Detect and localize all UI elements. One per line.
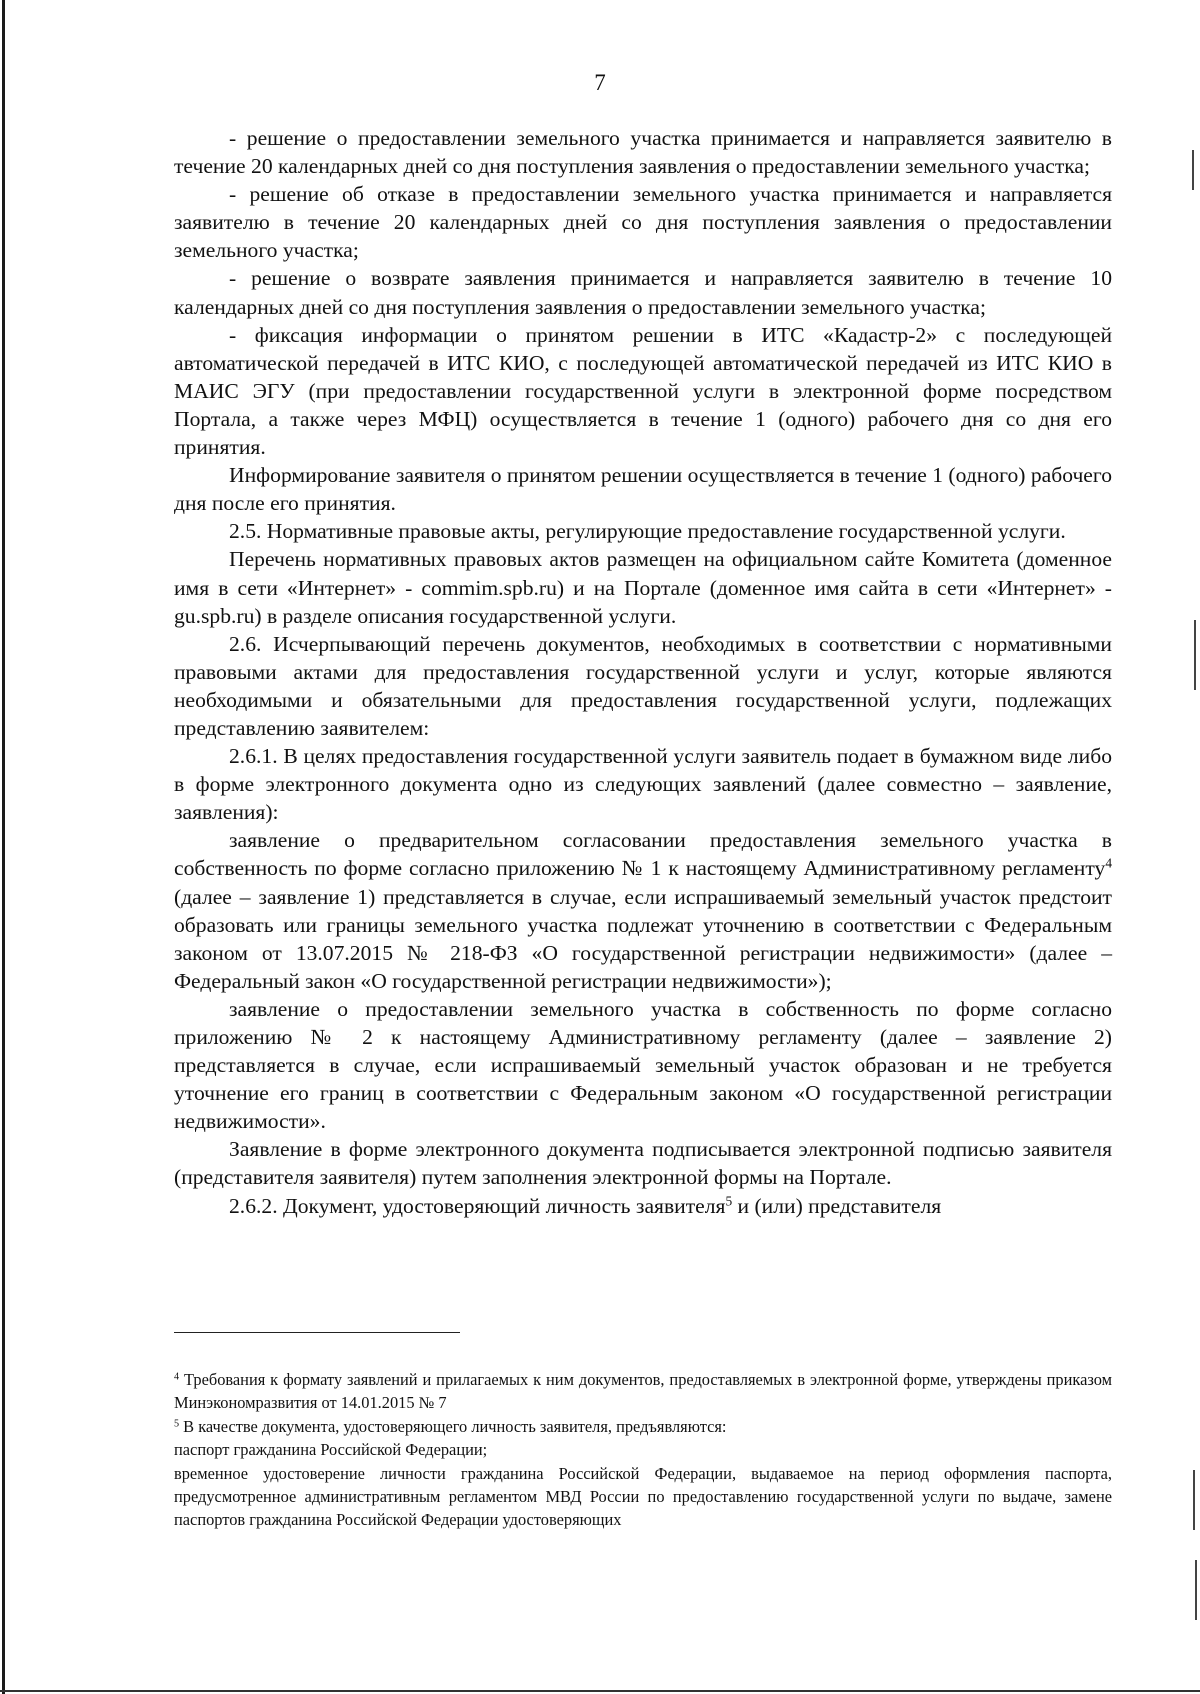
paragraph: Заявление в форме электронного документа подписывается электронной подписью заявителя (представителя заявителя) путем заполнения электронной формы на Портале. — [174, 1137, 1112, 1190]
paragraph: 2.6.1. В целях предоставления государственной услуги заявитель подает в бумажном виде либо в форме электронного документа одно из следующих заявлений (далее совместно – заявление, заявления): — [174, 744, 1112, 825]
paragraph: заявление о предоставлении земельного участка в собственность по форме согласно приложению № 2 к настоящему Административному регламенту (далее – заявление 2) представляется в случае, если испрашиваемый земельный участок образован и не требуется уточнение его границ в соответствии с Федеральным законом «О государственной регистрации недвижимости». — [174, 996, 1112, 1134]
footnote-line: паспорт гражданина Российской Федерации; — [174, 1440, 488, 1460]
footnote-mark-5: 5 — [174, 1418, 180, 1430]
paragraph-with-footnote-4 — [174, 826, 1112, 995]
paragraph: Информирование заявителя о принятом решении осуществляется в течение 1 (одного) рабочего дня после его принятия. — [174, 463, 1113, 516]
paragraph: Перечень нормативных правовых актов размещен на официальном сайте Комитета (доменное имя в сети «Интернет» - commim.spb.ru) и на Портале (доменное имя сайта в сети «Интернет» - gu.spb.ru) в разделе описания государственной услуги. — [174, 547, 1112, 628]
scan-bottom-edge — [0, 1690, 1200, 1692]
section-heading-2-5: 2.5. Нормативные правовые акты, регулирующие предоставление государственной услуги. — [229, 519, 1066, 544]
footnote-5 — [174, 1415, 1112, 1438]
paragraph: - фиксация информации о принятом решении в ИТС «Кадастр-2» с последующей автоматической передачей в ИТС КИО, с последующей автоматической передачей из ИТС КИО в МАИС ЭГУ (при предоставлении государственной услуги в электронной форме посредством Портала, а также через МФЦ) осуществляется в течение 1 (одного) рабочего дня со дня его принятия. — [174, 322, 1112, 460]
footnote-text: В качестве документа, удостоверяющего личность заявителя, предъявляются: — [179, 1416, 727, 1436]
document-body — [174, 124, 1112, 1220]
footnote-line: временное удостоверение личности гражданина Российской Федерации, выдаваемое на период оформления паспорта, предусмотренное административным регламентом МВД России по предоставлению государственной услуги по выдаче, замене паспортов гражданина Российской Федерации удостоверяющих — [174, 1463, 1112, 1530]
scan-margin-mark — [1195, 1560, 1197, 1620]
scan-margin-mark — [1194, 620, 1196, 690]
paragraph-text: заявление о предварительном согласовании предоставления земельного участка в собственность по форме согласно приложению № 1 к настоящему Административному регламенту — [174, 828, 1112, 881]
paragraph: - решение об отказе в предоставлении земельного участка принимается и направляется заявителю в течение 20 календарных дней со дня поступления заявления о предоставлении земельного участка; — [174, 182, 1112, 263]
paragraph-text: 2.6.2. Документ, удостоверяющий личность заявителя — [229, 1193, 726, 1218]
footnote-ref-5: 5 — [725, 1193, 733, 1209]
paragraph: - решение о предоставлении земельного участка принимается и направляется заявителю в течение 20 календарных дней со дня поступления заявления о предоставлении земельного участка; — [174, 126, 1112, 179]
footnote-ref-4: 4 — [1105, 856, 1112, 872]
footnote-separator — [174, 1332, 460, 1333]
scan-margin-mark — [1193, 1470, 1195, 1530]
page-number: 7 — [594, 70, 606, 95]
paragraph-text: и (или) представителя — [732, 1193, 942, 1218]
footnotes — [174, 1368, 1112, 1532]
paragraph-text: (далее – заявление 1) представляется в случае, если испрашиваемый земельный участок предстоит образовать или границы земельного участка подлежат уточнению в соответствии с Федеральным законом от 13.07.2015 № 218-ФЗ «О государственной регистрации недвижимости» (далее – Федеральный закон «О государственной регистрации недвижимости»); — [174, 884, 1112, 993]
scan-margin-mark — [1192, 150, 1194, 190]
footnote-4 — [174, 1368, 1112, 1415]
footnote-text: Требования к формату заявлений и прилагаемых к ним документов, предоставляемых в электронной форме, утверждены приказом Минэкономразвития от 14.01.2015 № 7 — [174, 1370, 1112, 1413]
footnote-mark-4: 4 — [174, 1371, 180, 1383]
section-heading-2-6: 2.6. Исчерпывающий перечень документов, необходимых в соответствии с нормативными правовыми актами для предоставления государственной услуги и услуг, которые являются необходимыми и обязательными для предоставления государственной услуги, подлежащих представлению заявителем: — [174, 631, 1112, 740]
scan-left-edge — [2, 0, 5, 1694]
paragraph-with-footnote-5 — [174, 1192, 1112, 1220]
paragraph: - решение о возврате заявления принимается и направляется заявителю в течение 10 календарных дней со дня поступления заявления о предоставлении земельного участка; — [174, 266, 1112, 319]
